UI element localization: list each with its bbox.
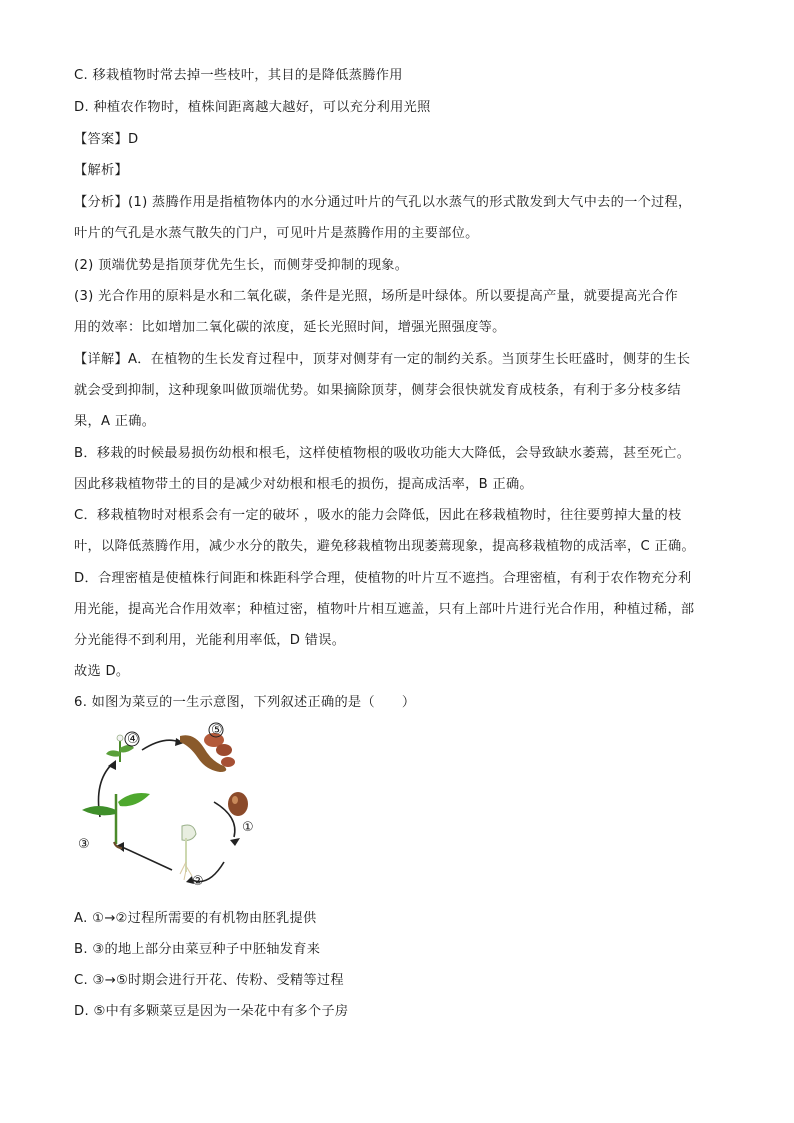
conclusion-line: 故选 D。 — [74, 664, 130, 679]
detail-line-5: 因此移栽植物带土的目的是减少对幼根和根毛的损伤，提高成活率，B 正确。 — [74, 477, 533, 492]
label-3: ③ — [78, 837, 90, 852]
bean-life-cycle-figure — [74, 722, 274, 897]
option-d: D. ⑤中有多颗菜豆是因为一朵花中有多个子房 — [74, 1004, 349, 1019]
option-a: A. ①→②过程所需要的有机物由胚乳提供 — [74, 911, 317, 926]
detail-line-8: D．合理密植是使植株行间距和株距科学合理，使植物的叶片互不遮挡。合理密植，有利于农作物充分利 — [74, 571, 692, 586]
analysis-line-4: (3) 光合作用的原料是水和二氧化碳，条件是光照，场所是叶绿体。所以要提高产量，就要提高光合作 — [74, 289, 679, 304]
label-4: ④ — [127, 732, 139, 747]
label-1: ① — [242, 820, 254, 835]
detail-line-9: 用光能，提高光合作用效率；种植过密，植物叶片相互遮盖，只有上部叶片进行光合作用，种植过稀，部 — [74, 602, 695, 617]
label-2: ② — [192, 874, 204, 889]
detail-line-2: 就会受到抑制，这种现象叫做顶端优势。如果摘除顶芽，侧芽会很快就发育成枝条，有利于多分枝多结 — [74, 383, 681, 398]
option-d-prev: D. 种植农作物时，植株间距离越大越好，可以充分利用光照 — [74, 100, 431, 115]
arrow-2-to-3 — [122, 847, 172, 870]
answer-label: 【答案】D — [74, 132, 139, 147]
young-plant-image — [82, 793, 150, 848]
detail-line-6: C．移栽植物时对根系会有一定的破坏 ，吸水的能力会降低，因此在移栽植物时，往往要剪掉大量的枝 — [74, 508, 682, 523]
analysis-label: 【解析】 — [74, 163, 128, 178]
detail-line-1: 【详解】A．在植物的生长发育过程中，顶芽对侧芽有一定的制约关系。当顶芽生长旺盛时，侧芽的生长 — [74, 352, 691, 367]
analysis-line-5: 用的效率：比如增加二氧化碳的浓度，延长光照时间，增强光照强度等。 — [74, 320, 506, 335]
detail-line-10: 分光能得不到利用，光能利用率低，D 错误。 — [74, 633, 346, 648]
question-6-stem: 6. 如图为菜豆的一生示意图，下列叙述正确的是（ ） — [74, 695, 416, 710]
bean-seed-image — [228, 792, 248, 816]
analysis-line-2: 叶片的气孔是水蒸气散失的门户，可见叶片是蒸腾作用的主要部位。 — [74, 226, 479, 241]
label-5: ⑤ — [211, 723, 223, 738]
option-c-prev: C. 移栽植物时常去掉一些枝叶，其目的是降低蒸腾作用 — [74, 68, 403, 83]
detail-line-4: B．移栽的时候最易损伤幼根和根毛，这样使植物根的吸收功能大大降低，会导致缺水萎蔫，甚至死亡。 — [74, 446, 691, 461]
option-b: B. ③的地上部分由菜豆种子中胚轴发育来 — [74, 942, 321, 957]
option-c: C. ③→⑤时期会进行开花、传粉、受精等过程 — [74, 973, 344, 988]
bean-pod-image — [180, 733, 235, 772]
analysis-line-3: (2) 顶端优势是指顶芽优先生长，而侧芽受抑制的现象。 — [74, 258, 409, 273]
analysis-line-1: 【分析】(1) 蒸腾作用是指植物体内的水分通过叶片的气孔以水蒸气的形式散发到大气中去的一个过程， — [74, 195, 692, 210]
germinating-seedling-image — [180, 825, 196, 880]
detail-line-3: 果，A 正确。 — [74, 414, 156, 429]
detail-line-7: 叶，以降低蒸腾作用，减少水分的散失，避免移栽植物出现萎蔫现象，提高移栽植物的成活率，C 正确。 — [74, 539, 695, 554]
arrow-4-to-5 — [142, 740, 179, 750]
